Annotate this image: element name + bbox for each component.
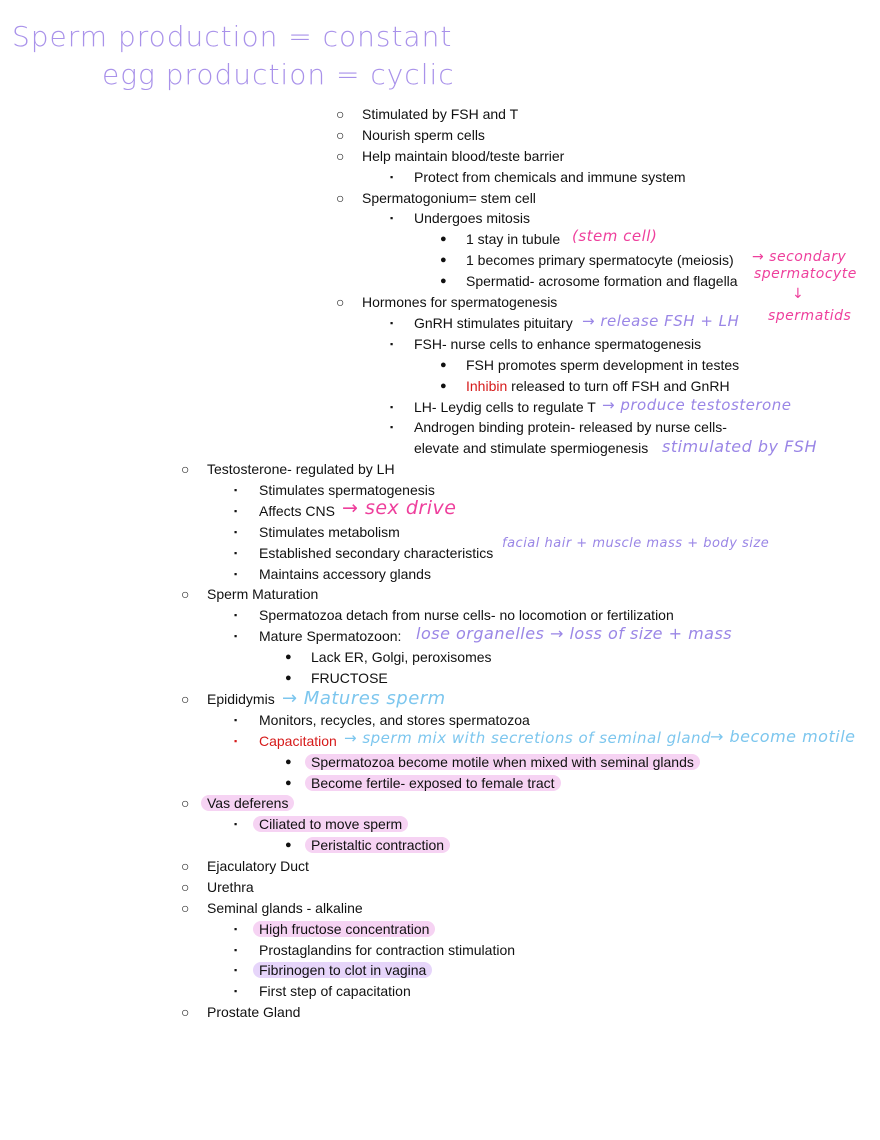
bullet-circle: ○ xyxy=(181,858,190,874)
list-item-capacitation: Capacitation xyxy=(259,733,337,749)
bullet-dot: ● xyxy=(440,359,447,371)
list-item: Stimulates spermatogenesis xyxy=(259,482,435,498)
list-item: Hormones for spermatogenesis xyxy=(362,294,558,310)
note-facial-hair: facial hair + muscle mass + body size xyxy=(502,536,770,551)
bullet-square: ▪ xyxy=(234,924,238,934)
inhibin-rest: released to turn off FSH and GnRH xyxy=(507,378,730,394)
list-item xyxy=(259,814,408,834)
highlighted-text: Peristaltic contraction xyxy=(305,837,450,853)
highlighted-text: Fibrinogen to clot in vagina xyxy=(253,962,432,978)
bullet-square: ▪ xyxy=(234,715,238,725)
bullet-dot: ● xyxy=(285,651,292,663)
bullet-square: ▪ xyxy=(234,485,238,495)
list-item: Lack ER, Golgi, peroxisomes xyxy=(311,649,492,665)
inhibin-term: Inhibin xyxy=(466,378,508,394)
bullet-circle: ○ xyxy=(336,127,345,143)
bullet-circle: ○ xyxy=(336,190,345,206)
list-item: FRUCTOSE xyxy=(311,670,388,686)
bullet-square: ▪ xyxy=(390,318,394,328)
bullet-square: ▪ xyxy=(234,945,238,955)
bullet-square: ▪ xyxy=(234,819,238,829)
list-item: Epididymis xyxy=(207,691,275,707)
list-item: Androgen binding protein- released by nurse cells- xyxy=(414,419,727,435)
list-item: FSH promotes sperm development in testes xyxy=(466,357,740,373)
bullet-circle: ○ xyxy=(336,148,345,164)
note-secondary: → secondary xyxy=(752,249,847,265)
note-produce-testosterone: → produce testosterone xyxy=(602,396,792,414)
list-item: Protect from chemicals and immune system xyxy=(414,169,686,185)
list-item: Established secondary characteristics xyxy=(259,545,494,561)
list-item: Spermatogonium= stem cell xyxy=(362,190,536,206)
bullet-square: ▪ xyxy=(390,172,394,182)
highlighted-text: Become fertile- exposed to female tract xyxy=(305,775,561,791)
note-lose-organelles: lose organelles → loss of size + mass xyxy=(416,624,733,643)
bullet-square: ▪ xyxy=(234,986,238,996)
bullet-square: ▪ xyxy=(390,339,394,349)
bullet-square: ▪ xyxy=(390,422,394,432)
list-item xyxy=(311,773,561,793)
bullet-dot: ● xyxy=(285,839,292,851)
highlighted-text: Vas deferens xyxy=(201,795,294,811)
bullet-square: ▪ xyxy=(234,569,238,579)
bullet-square-red: ▪ xyxy=(234,736,238,746)
bullet-circle: ○ xyxy=(181,586,190,602)
header-line-2: egg production = cyclic xyxy=(102,58,455,91)
note-stem-cell: (stem cell) xyxy=(572,227,658,245)
note-spermatids: spermatids xyxy=(768,308,852,324)
list-item: Nourish sperm cells xyxy=(362,127,485,143)
list-item: Prostaglandins for contraction stimulation xyxy=(259,942,516,958)
list-item xyxy=(207,793,294,813)
list-item: Urethra xyxy=(207,879,254,895)
bullet-circle: ○ xyxy=(336,106,345,122)
note-release-fsh-lh: → release FSH + LH xyxy=(582,312,740,330)
list-item: Mature Spermatozoon: xyxy=(259,628,402,644)
bullet-square: ▪ xyxy=(390,213,394,223)
list-item: LH- Leydig cells to regulate T xyxy=(414,399,596,415)
bullet-dot: ● xyxy=(440,275,447,287)
list-item xyxy=(259,960,432,980)
list-item xyxy=(259,919,435,939)
header-line-1: Sperm production = constant xyxy=(12,20,453,53)
bullet-dot: ● xyxy=(285,777,292,789)
list-item: Sperm Maturation xyxy=(207,586,319,602)
note-become-motile: → become motile xyxy=(710,727,856,746)
list-item: FSH- nurse cells to enhance spermatogenesis xyxy=(414,336,702,352)
list-item: Help maintain blood/teste barrier xyxy=(362,148,565,164)
note-spermatocyte: spermatocyte xyxy=(754,266,857,282)
list-item xyxy=(466,376,730,396)
bullet-square: ▪ xyxy=(234,965,238,975)
bullet-square: ▪ xyxy=(234,631,238,641)
list-item: 1 stay in tubule xyxy=(466,231,561,247)
list-item: 1 becomes primary spermatocyte (meiosis) xyxy=(466,252,734,268)
highlighted-text: High fructose concentration xyxy=(253,921,435,937)
highlighted-text: Ciliated to move sperm xyxy=(253,816,408,832)
note-down-arrow: ↓ xyxy=(792,286,805,302)
bullet-circle: ○ xyxy=(181,1004,190,1020)
bullet-circle: ○ xyxy=(336,294,345,310)
list-item: GnRH stimulates pituitary xyxy=(414,315,573,331)
bullet-square: ▪ xyxy=(234,610,238,620)
bullet-dot: ● xyxy=(440,254,447,266)
bullet-circle: ○ xyxy=(181,795,190,811)
list-item xyxy=(311,752,700,772)
list-item xyxy=(311,835,450,855)
note-matures-sperm: → Matures sperm xyxy=(282,688,446,709)
bullet-circle: ○ xyxy=(181,879,190,895)
list-item: Stimulates metabolism xyxy=(259,524,400,540)
bullet-square: ▪ xyxy=(234,548,238,558)
bullet-square: ▪ xyxy=(234,527,238,537)
list-item: Maintains accessory glands xyxy=(259,566,431,582)
list-item: Spermatozoa detach from nurse cells- no locomotion or fertilization xyxy=(259,607,674,623)
list-item: Seminal glands - alkaline xyxy=(207,900,363,916)
bullet-circle: ○ xyxy=(181,900,190,916)
bullet-circle: ○ xyxy=(181,461,190,477)
list-item: Spermatid- acrosome formation and flagella xyxy=(466,273,738,289)
list-item: Monitors, recycles, and stores spermatozoa xyxy=(259,712,530,728)
list-item: Testosterone- regulated by LH xyxy=(207,461,395,477)
bullet-circle: ○ xyxy=(181,691,190,707)
highlighted-text: Spermatozoa become motile when mixed with seminal glands xyxy=(305,754,700,770)
list-item-continued: elevate and stimulate spermiogenesis xyxy=(414,440,649,456)
note-sex-drive: → sex drive xyxy=(342,497,457,519)
bullet-dot: ● xyxy=(440,233,447,245)
list-item: First step of capacitation xyxy=(259,983,411,999)
bullet-square: ▪ xyxy=(390,402,394,412)
bullet-dot: ● xyxy=(285,672,292,684)
note-sperm-mix: → sperm mix with secretions of seminal gland xyxy=(344,729,712,747)
list-item: Stimulated by FSH and T xyxy=(362,106,519,122)
list-item: Ejaculatory Duct xyxy=(207,858,309,874)
list-item: Prostate Gland xyxy=(207,1004,301,1020)
bullet-dot: ● xyxy=(440,380,447,392)
list-item: Affects CNS xyxy=(259,503,335,519)
note-stimulated-fsh: stimulated by FSH xyxy=(662,437,817,456)
list-item: Undergoes mitosis xyxy=(414,210,530,226)
bullet-dot: ● xyxy=(285,756,292,768)
bullet-square: ▪ xyxy=(234,506,238,516)
